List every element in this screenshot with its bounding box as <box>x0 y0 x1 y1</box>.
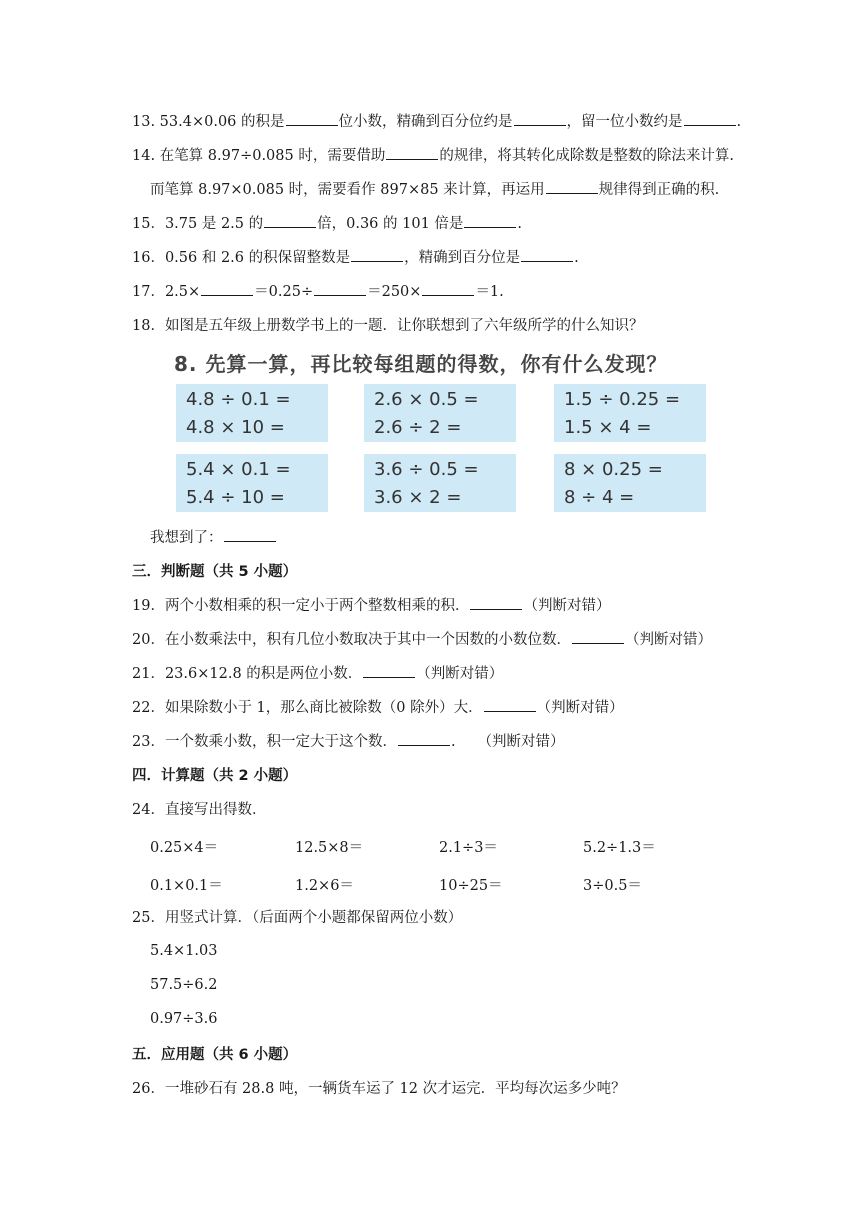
mental-calc-item: 0.25×4＝ <box>150 840 219 856</box>
calc-box: 5.4 × 0.1 = 5.4 ÷ 10 = <box>176 454 328 512</box>
question-14-cont: 而笔算 8.97×0.085 时，需要看作 897×85 来计算，再运用 规律得到正确的积. <box>150 182 720 198</box>
question-23: 23．一个数乘小数，积一定大于这个数． . （判断对错） <box>132 734 565 750</box>
answer-blank[interactable] <box>470 596 522 610</box>
calc-box: 3.6 ÷ 0.5 = 3.6 × 2 = <box>364 454 516 512</box>
question-17: 17．2.5× ＝0.25÷ ＝250× ＝1. <box>132 284 504 300</box>
mental-calc-item: 2.1÷3＝ <box>439 840 498 856</box>
answer-blank[interactable] <box>684 112 736 126</box>
calc-box: 1.5 ÷ 0.25 = 1.5 × 4 = <box>554 384 706 442</box>
answer-blank[interactable] <box>386 146 438 160</box>
mental-calc-item: 5.2÷1.3＝ <box>583 840 656 856</box>
answer-blank[interactable] <box>521 248 573 262</box>
mental-calc-item: 0.1×0.1＝ <box>150 878 223 894</box>
answer-blank[interactable] <box>224 528 276 542</box>
answer-blank[interactable] <box>572 630 624 644</box>
mental-calc-item: 12.5×8＝ <box>295 840 364 856</box>
question-24: 24．直接写出得数． <box>132 802 267 818</box>
section-heading-application: 五．应用题（共 6 小题） <box>132 1047 298 1063</box>
answer-blank[interactable] <box>514 112 566 126</box>
answer-blank[interactable] <box>464 214 516 228</box>
question-26: 26．一堆砂石有 28.8 吨，一辆货车运了 12 次才运完．平均每次运多少吨？ <box>132 1081 626 1097</box>
answer-blank[interactable] <box>201 282 253 296</box>
question-21: 21．23.6×12.8 的积是两位小数． （判断对错） <box>132 666 504 682</box>
question-19: 19．两个小数相乘的积一定小于两个整数相乘的积． （判断对错） <box>132 598 611 614</box>
question-13: 13. 53.4×0.06 的积是 位小数，精确到百分位约是 ，留一位小数约是 . <box>132 114 742 130</box>
answer-blank[interactable] <box>351 248 403 262</box>
answer-blank[interactable] <box>422 282 474 296</box>
question-14: 14. 在笔算 8.97÷0.085 时，需要借助 的规律，将其转化成除数是整数的除法来计算. <box>132 148 734 164</box>
mental-calc-item: 10÷25＝ <box>439 878 503 894</box>
mental-calc-item: 3÷0.5＝ <box>583 878 642 894</box>
mental-calc-item: 1.2×6＝ <box>295 878 354 894</box>
question-18-answer: 我想到了： <box>150 528 277 548</box>
answer-blank[interactable] <box>363 664 415 678</box>
calc-box: 4.8 ÷ 0.1 = 4.8 × 10 = <box>176 384 328 442</box>
question-22: 22．如果除数小于 1，那么商比被除数（0 除外）大． （判断对错） <box>132 700 624 716</box>
question-15: 15．3.75 是 2.5 的 倍，0.36 的 101 倍是 . <box>132 216 523 232</box>
question-20: 20．在小数乘法中，积有几位小数取决于其中一个因数的小数位数． （判断对错） <box>132 632 712 648</box>
answer-blank[interactable] <box>314 282 366 296</box>
answer-blank[interactable] <box>484 698 536 712</box>
question-18: 18．如图是五年级上册数学书上的一题．让你联想到了六年级所学的什么知识？ <box>132 318 644 334</box>
vertical-calc-item: 0.97÷3.6 <box>150 1011 218 1027</box>
answer-blank[interactable] <box>264 214 316 228</box>
section-heading-judgement: 三．判断题（共 5 小题） <box>132 564 298 580</box>
vertical-calc-item: 57.5÷6.2 <box>150 977 218 993</box>
calc-box: 2.6 × 0.5 = 2.6 ÷ 2 = <box>364 384 516 442</box>
calc-box: 8 × 0.25 = 8 ÷ 4 = <box>554 454 706 512</box>
answer-blank[interactable] <box>546 180 598 194</box>
vertical-calc-item: 5.4×1.03 <box>150 943 218 959</box>
answer-blank[interactable] <box>398 732 450 746</box>
question-25: 25．用竖式计算．（后面两个小题都保留两位小数） <box>132 910 463 926</box>
textbook-figure <box>172 348 708 516</box>
question-16: 16．0.56 和 2.6 的积保留整数是 ，精确到百分位是 . <box>132 250 579 266</box>
section-heading-calculation: 四．计算题（共 2 小题） <box>132 768 298 784</box>
answer-blank[interactable] <box>286 112 338 126</box>
figure-title: 8. 先算一算，再比较每组题的得数，你有什么发现？ <box>174 352 668 376</box>
